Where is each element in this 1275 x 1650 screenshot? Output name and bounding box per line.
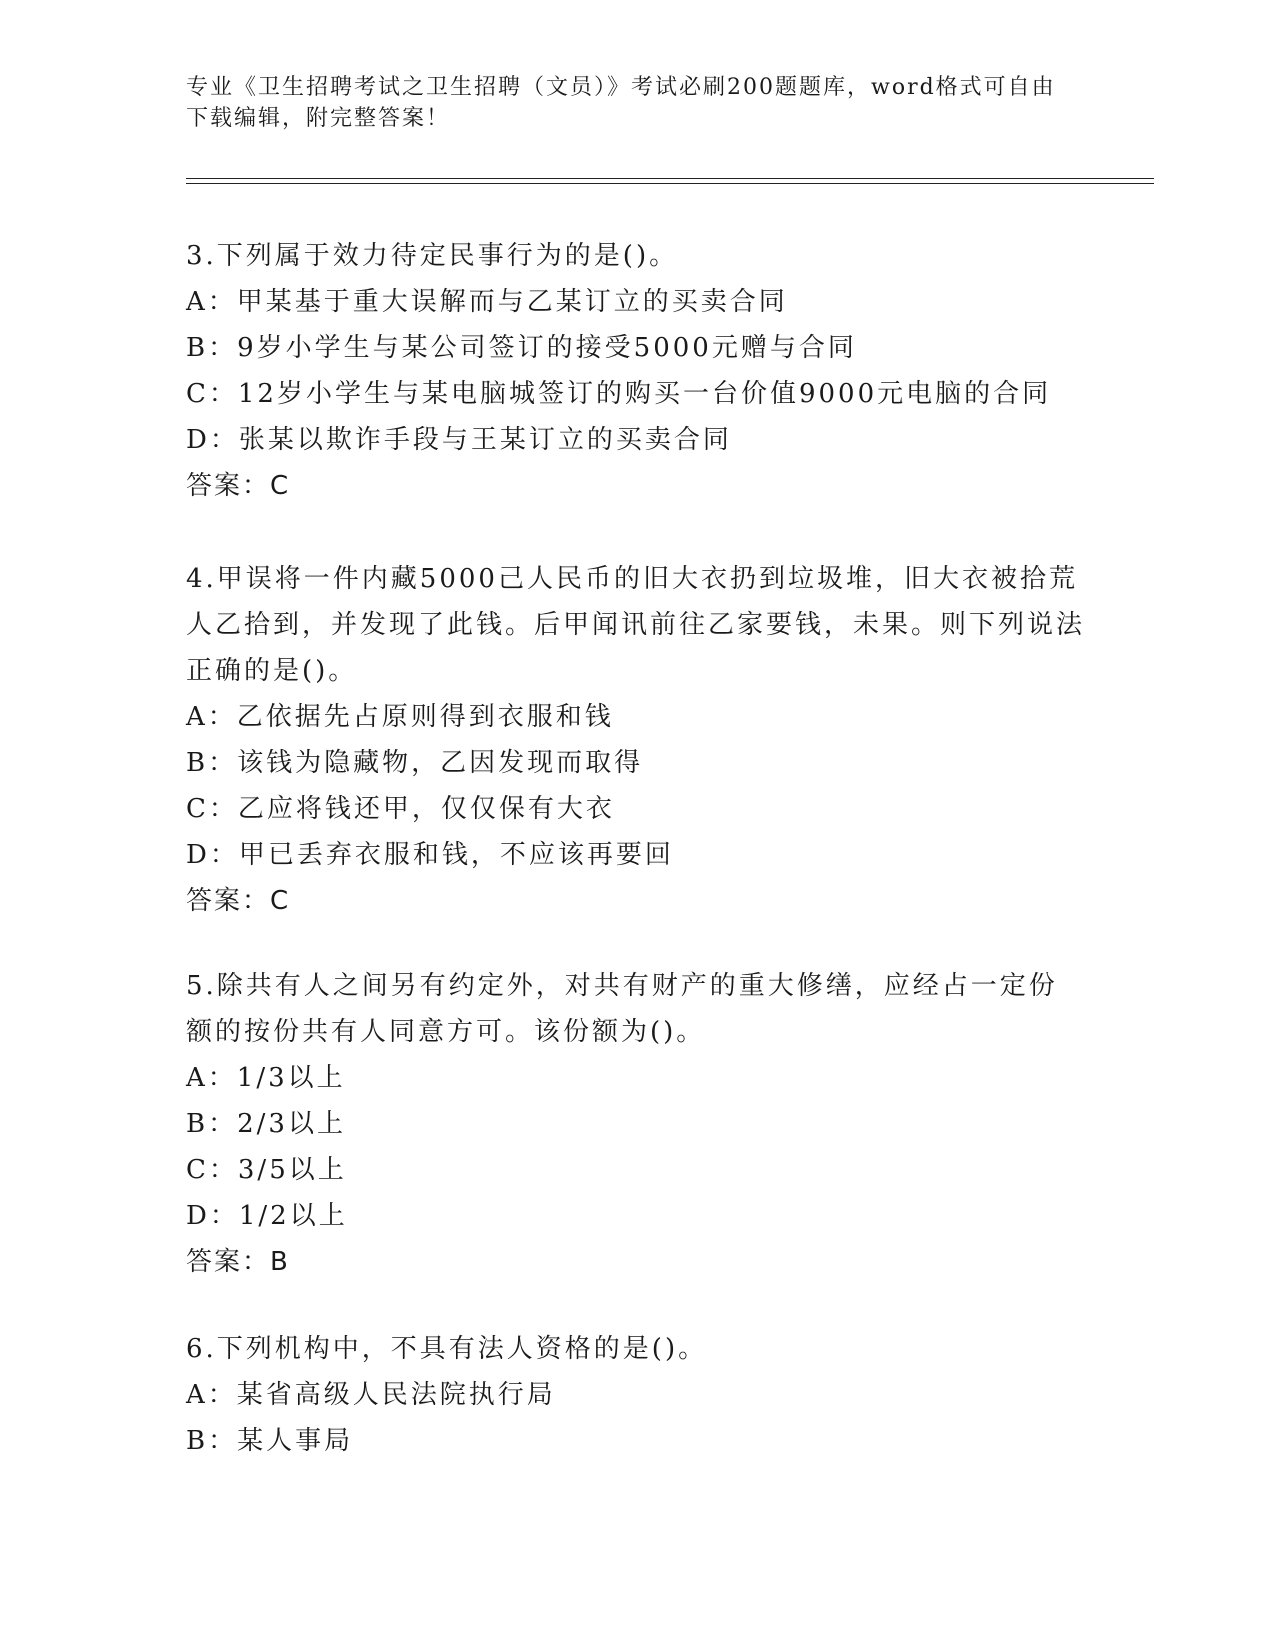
question-stem: 3.下列属于效力待定民事行为的是()。	[186, 241, 679, 271]
option-b: B：某人事局	[186, 1426, 354, 1456]
answer-label: 答案：B	[186, 1247, 290, 1277]
question-stem: 5.除共有人之间另有约定外，对共有财产的重大修缮，应经占一定份额的按份共有人同意方可。该份额为()。	[186, 971, 1058, 1047]
option-a: A：某省高级人民法院执行局	[186, 1380, 556, 1410]
question-block	[186, 233, 1086, 509]
option-d: D：甲已丢弃衣服和钱，不应该再要回	[186, 840, 674, 870]
option-c: C：12岁小学生与某电脑城签订的购买一台价值9000元电脑的合同	[186, 379, 1052, 409]
option-d: D：张某以欺诈手段与王某订立的买卖合同	[186, 425, 732, 455]
header-divider-top	[186, 178, 1154, 179]
option-b: B：2/3以上	[186, 1109, 346, 1139]
option-a: A：甲某基于重大误解而与乙某订立的买卖合同	[186, 287, 788, 317]
document-header: 专业《卫生招聘考试之卫生招聘（文员）》考试必刷200题题库，word格式可自由下载编辑，附完整答案！	[186, 75, 1056, 131]
option-b: B：9岁小学生与某公司签订的接受5000元赠与合同	[186, 333, 857, 363]
option-b: B：该钱为隐藏物，乙因发现而取得	[186, 748, 644, 778]
option-a: A：乙依据先占原则得到衣服和钱	[186, 702, 614, 732]
question-stem: 4.甲误将一件内藏5000己人民币的旧大衣扔到垃圾堆，旧大衣被拾荒人乙拾到，并发现了此钱。后甲闻讯前往乙家要钱，未果。则下列说法正确的是()。	[186, 564, 1086, 686]
answer-label: 答案：C	[186, 886, 291, 916]
option-d: D：1/2以上	[186, 1201, 348, 1231]
option-a: A：1/3以上	[186, 1063, 346, 1093]
question-stem: 6.下列机构中，不具有法人资格的是()。	[186, 1334, 708, 1364]
question-block	[186, 1326, 1086, 1464]
answer-label: 答案：C	[186, 471, 291, 501]
header-divider-bottom	[186, 183, 1154, 184]
question-block	[186, 963, 1086, 1285]
option-c: C：3/5以上	[186, 1155, 347, 1185]
question-block	[186, 556, 1086, 924]
option-c: C：乙应将钱还甲，仅仅保有大衣	[186, 794, 615, 824]
